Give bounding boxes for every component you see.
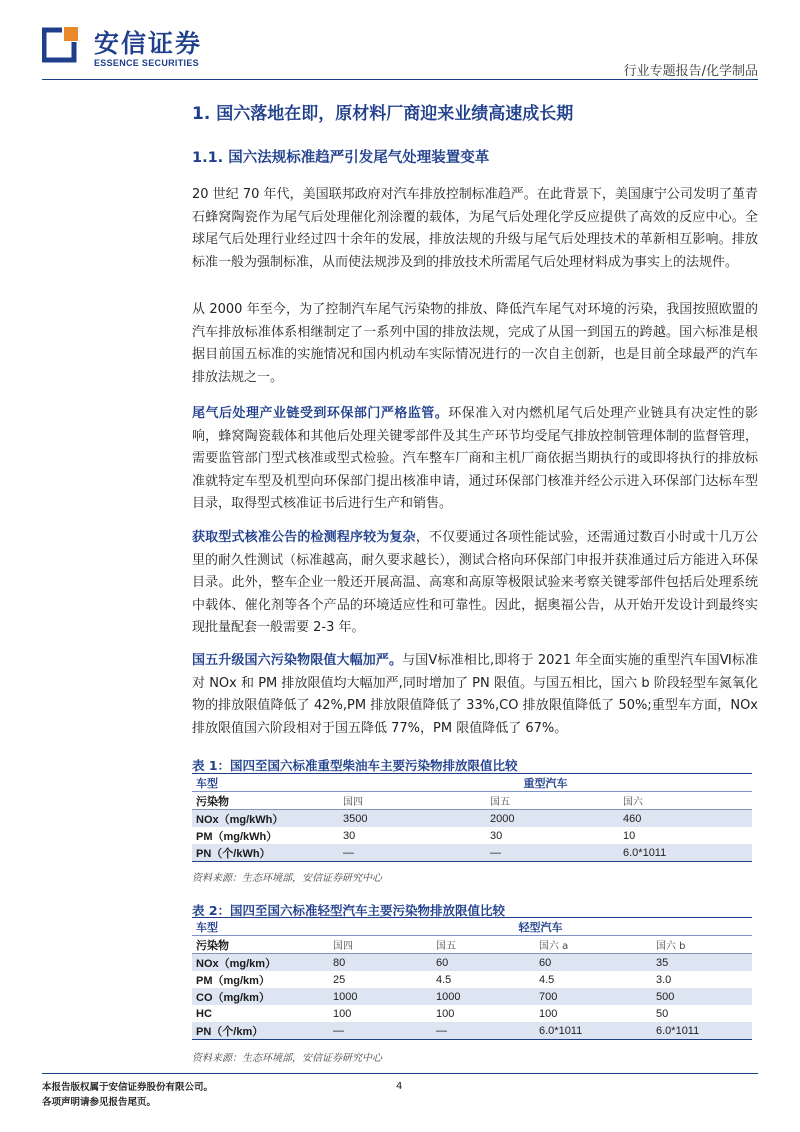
company-logo xyxy=(42,24,202,74)
table-row xyxy=(192,954,752,972)
table-cell: — xyxy=(329,1022,432,1040)
copyright-notice: 本报告版权属于安信证券股份有限公司。 xyxy=(42,1082,214,1093)
table-row xyxy=(192,844,752,862)
table-row xyxy=(192,1005,752,1022)
paragraph-3-text: 环保准入对内燃机尾气后处理产业链具有决定性的影响，蜂窝陶瓷载体和其他后处理关键零部件及其生产环节均受尾气排放控制管理体制的监督管理，需要监管部门型式核准或型式检验。汽车整车厂商和主机厂商依据当期执行的或即将执行的排放标准就特定车型及机型向环保部门提出核准申请，通过环保部门核准并经公示进入环保部门达标车型目录，取得型式核准证书后进行生产和销售。 xyxy=(192,406,758,512)
table-header-row xyxy=(192,918,752,936)
paragraph-4 xyxy=(192,527,758,640)
table-cell: 4.5 xyxy=(436,973,452,986)
table-cell: 460 xyxy=(619,810,752,828)
table-cell: 30 xyxy=(343,829,356,842)
table-cell: 6.0*1011 xyxy=(619,844,752,862)
table-cell: PM（mg/km） xyxy=(196,974,270,987)
table-cell: 60 xyxy=(432,954,535,972)
table-cell: 100 xyxy=(436,1007,455,1020)
paragraph-3-lead: 尾气后处理产业链受到环保部门严格监管。 xyxy=(192,406,449,421)
table-cell: 6.0*1011 xyxy=(652,1022,752,1040)
table-group-header: 轻型汽车 xyxy=(329,918,752,936)
table-cell: — xyxy=(486,844,619,862)
table-group-header: 重型汽车 xyxy=(339,774,752,792)
table-subheader-cell: 污染物 xyxy=(192,936,329,954)
table-cell: 2000 xyxy=(486,810,619,828)
table-cell: 1000 xyxy=(329,988,432,1005)
paragraph-5-text: 与国Ⅴ标准相比,即将于 2021 年全面实施的重型汽车国Ⅵ标准对 NOx 和 PM 排放限值均大幅加严,同时增加了 PN 限值。与国五相比，国六 b 阶段轻型车氮氧化物的排放限值降低了 42%,PM 排放限值降低了 33%,CO 排放限值降低了 50%;重型车方面，NOx 排放限值国六阶段相对于国五降低 77%，PM 限值降低了 67%。 xyxy=(192,653,758,736)
table-cell: HC xyxy=(196,1007,212,1020)
table-cell: NOx（mg/kWh） xyxy=(192,810,339,828)
table-subheader-cell: 国五 xyxy=(432,936,535,954)
table-2-source: 资料来源：生态环境部，安信证券研究中心 xyxy=(192,1053,382,1064)
logo-chinese-name: 安信证券 xyxy=(94,29,203,58)
table-1 xyxy=(192,773,752,862)
table-cell: 100 xyxy=(333,1007,352,1020)
table-cell: PM（mg/kWh） xyxy=(196,830,278,843)
table-row xyxy=(192,827,752,844)
table-cell: 500 xyxy=(652,988,752,1005)
table-cell: 100 xyxy=(539,1007,558,1020)
table-cell: 700 xyxy=(535,988,652,1005)
table-cell: 3.0 xyxy=(656,973,672,986)
table-cell: 6.0*1011 xyxy=(535,1022,652,1040)
paragraph-3 xyxy=(192,403,758,516)
paragraph-4-lead: 获取型式核准公告的检测程序较为复杂 xyxy=(192,530,416,545)
paragraph-2-text: 从 2000 年至今，为了控制汽车尾气污染物的排放、降低汽车尾气对环境的污染，我国按照欧盟的汽车排放标准体系相继制定了一系列中国的排放法规，完成了从国一到国五的跨越。国六标准是根据目前国五标准的实施情况和国内机动车实际情况进行的一次自主创新，也是目前全球最严的汽车排放法规之一。 xyxy=(192,302,758,385)
table-subheader-row xyxy=(192,792,752,810)
table-row xyxy=(192,1022,752,1040)
table-subheader-cell: 国六 a xyxy=(535,936,652,954)
table-header-row xyxy=(192,774,752,792)
table-1-source: 资料来源：生态环境部，安信证券研究中心 xyxy=(192,873,382,884)
table-cell: 80 xyxy=(329,954,432,972)
table-subheader-cell: 污染物 xyxy=(192,792,339,810)
table-cell: PN（个/km） xyxy=(192,1022,329,1040)
subsection-heading: 1.1. 国六法规标准趋严引发尾气处理装置变革 xyxy=(192,150,490,166)
paragraph-1 xyxy=(192,184,758,274)
report-type: 行业专题报告/化学制品 xyxy=(623,64,758,79)
table-cell: 35 xyxy=(652,954,752,972)
table-cell: PN（个/kWh） xyxy=(192,844,339,862)
table-header-cell: 车型 xyxy=(192,774,339,792)
table-row xyxy=(192,971,752,988)
paragraph-2 xyxy=(192,299,758,389)
table-cell: 4.5 xyxy=(539,973,555,986)
table-cell: NOx（mg/km） xyxy=(192,954,329,972)
table-cell: 3500 xyxy=(339,810,486,828)
paragraph-5-lead: 国五升级国六污染物限值大幅加严。 xyxy=(192,653,403,668)
table-subheader-cell: 国四 xyxy=(329,936,432,954)
table-cell: 1000 xyxy=(432,988,535,1005)
disclaimer-notice: 各项声明请参见报告尾页。 xyxy=(42,1097,157,1108)
table-cell: 10 xyxy=(623,829,636,842)
paragraph-5 xyxy=(192,650,758,740)
footer-divider xyxy=(42,1073,758,1074)
table-2 xyxy=(192,917,752,1040)
table-cell: — xyxy=(432,1022,535,1040)
header-divider xyxy=(42,79,758,80)
table-subheader-cell: 国四 xyxy=(339,792,486,810)
table-cell: 30 xyxy=(490,829,503,842)
table-cell: CO（mg/km） xyxy=(192,988,329,1005)
table-row xyxy=(192,988,752,1005)
table-subheader-row xyxy=(192,936,752,954)
table-subheader-cell: 国五 xyxy=(486,792,619,810)
logo-english-name: ESSENCE SECURITIES xyxy=(94,58,199,68)
table-2-caption: 表 2：国四至国六标准轻型汽车主要污染物排放限值比较 xyxy=(192,903,506,918)
table-1-caption: 表 1：国四至国六标准重型柴油车主要污染物排放限值比较 xyxy=(192,758,518,773)
table-cell: 60 xyxy=(535,954,652,972)
logo-mark-icon xyxy=(42,26,80,64)
table-subheader-cell: 国六 b xyxy=(652,936,752,954)
table-cell: 25 xyxy=(333,973,346,986)
page-number: 4 xyxy=(396,1081,403,1092)
paragraph-1-text: 20 世纪 70 年代，美国联邦政府对汽车排放控制标准趋严。在此背景下，美国康宁公司发明了堇青石蜂窝陶瓷作为尾气后处理催化剂涂覆的载体，为尾气后处理化学反应提供了高效的反应中心。全球尾气后处理行业经过四十余年的发展，排放法规的升级与尾气后处理技术的革新相互影响。排放标准一般为强制标准，从而使法规涉及到的排放技术所需尾气后处理材料成为事实上的法规件。 xyxy=(192,187,758,270)
section-heading: 1. 国六落地在即，原材料厂商迎来业绩高速成长期 xyxy=(192,104,574,124)
table-row xyxy=(192,810,752,828)
paragraph-4-text: ，不仅要通过各项性能试验，还需通过数百小时或十几万公里的耐久性测试（标准越高，耐久要求越长），测试合格向环保部门申报并获准通过后方能进入环保目录。此外，整车企业一般还开展高温、高寒和高原等极限试验来考察关键零部件包括后处理系统中载体、催化剂等各个产品的环境适应性和可靠性。因此，据奥福公告，从开始开发设计到最终实现批量配套一般需要 2-3 年。 xyxy=(192,530,758,636)
table-cell: — xyxy=(339,844,486,862)
table-subheader-cell: 国六 xyxy=(619,792,752,810)
table-cell: 50 xyxy=(656,1007,669,1020)
table-header-cell: 车型 xyxy=(192,918,329,936)
